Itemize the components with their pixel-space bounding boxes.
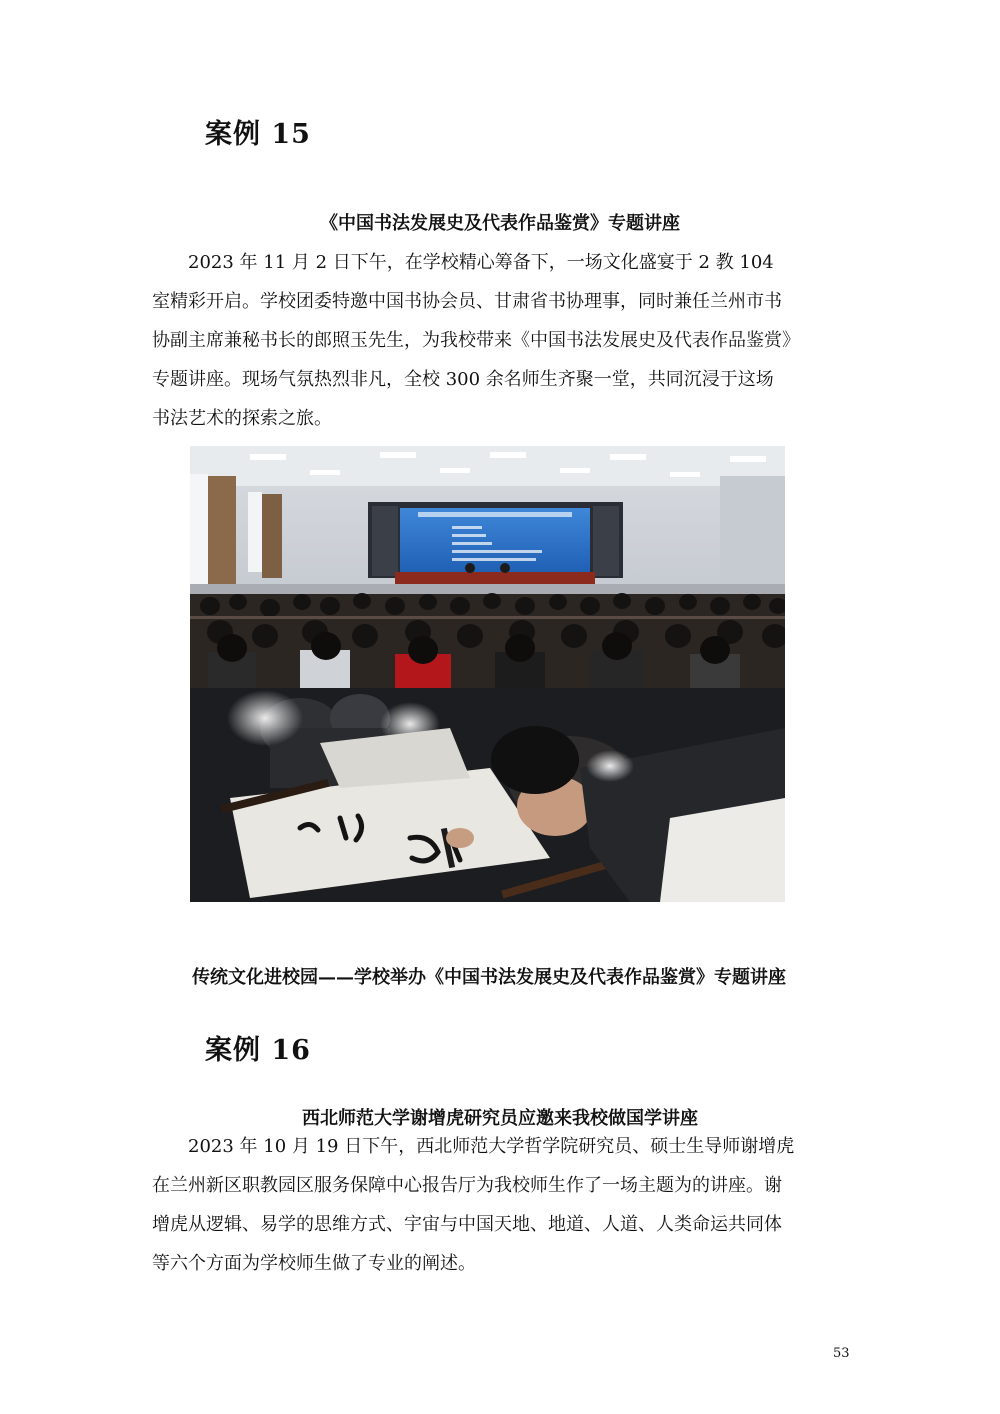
case16-line-1: 2023 年 10 月 19 日下午，西北师范大学哲学院研究员、硕士生导师谢增虎 — [188, 1136, 795, 1157]
case16-line-3: 增虎从逻辑、易学的思维方式、宇宙与中国天地、地道、人道、人类命运共同体 — [152, 1214, 782, 1235]
case16-line-2: 在兰州新区职教园区服务保障中心报告厅为我校师生作了一场主题为的讲座。谢 — [152, 1175, 782, 1196]
case15-photo-caption: 传统文化进校园——学校举办《中国书法发展史及代表作品鉴赏》专题讲座 — [192, 967, 786, 988]
case15-line-4: 专题讲座。现场气氛热烈非凡，全校 300 余名师生齐聚一堂，共同沉浸于这场 — [152, 369, 774, 390]
case15-title: 《中国书法发展史及代表作品鉴赏》专题讲座 — [320, 213, 680, 234]
calligraphy-photo — [190, 688, 785, 902]
case16-title: 西北师范大学谢增虎研究员应邀来我校做国学讲座 — [302, 1108, 698, 1129]
case16-line-4: 等六个方面为学校师生做了专业的阐述。 — [152, 1253, 476, 1274]
case15-paragraph — [152, 243, 852, 438]
case16-heading: 案例 16 — [205, 1035, 311, 1066]
case16-paragraph — [152, 1127, 852, 1283]
case15-heading: 案例 15 — [205, 119, 311, 150]
page-number: 53 — [833, 1346, 850, 1361]
case15-line-2: 室精彩开启。学校团委特邀中国书协会员、甘肃省书协理事，同时兼任兰州市书 — [152, 291, 782, 312]
case15-line-3: 协副主席兼秘书长的郎照玉先生，为我校带来《中国书法发展史及代表作品鉴赏》 — [152, 330, 800, 351]
case15-line-1: 2023 年 11 月 2 日下午，在学校精心筹备下，一场文化盛宴于 2 教 104 — [188, 252, 774, 273]
case15-line-5: 书法艺术的探索之旅。 — [152, 408, 332, 429]
lecture-hall-photo — [190, 446, 785, 688]
